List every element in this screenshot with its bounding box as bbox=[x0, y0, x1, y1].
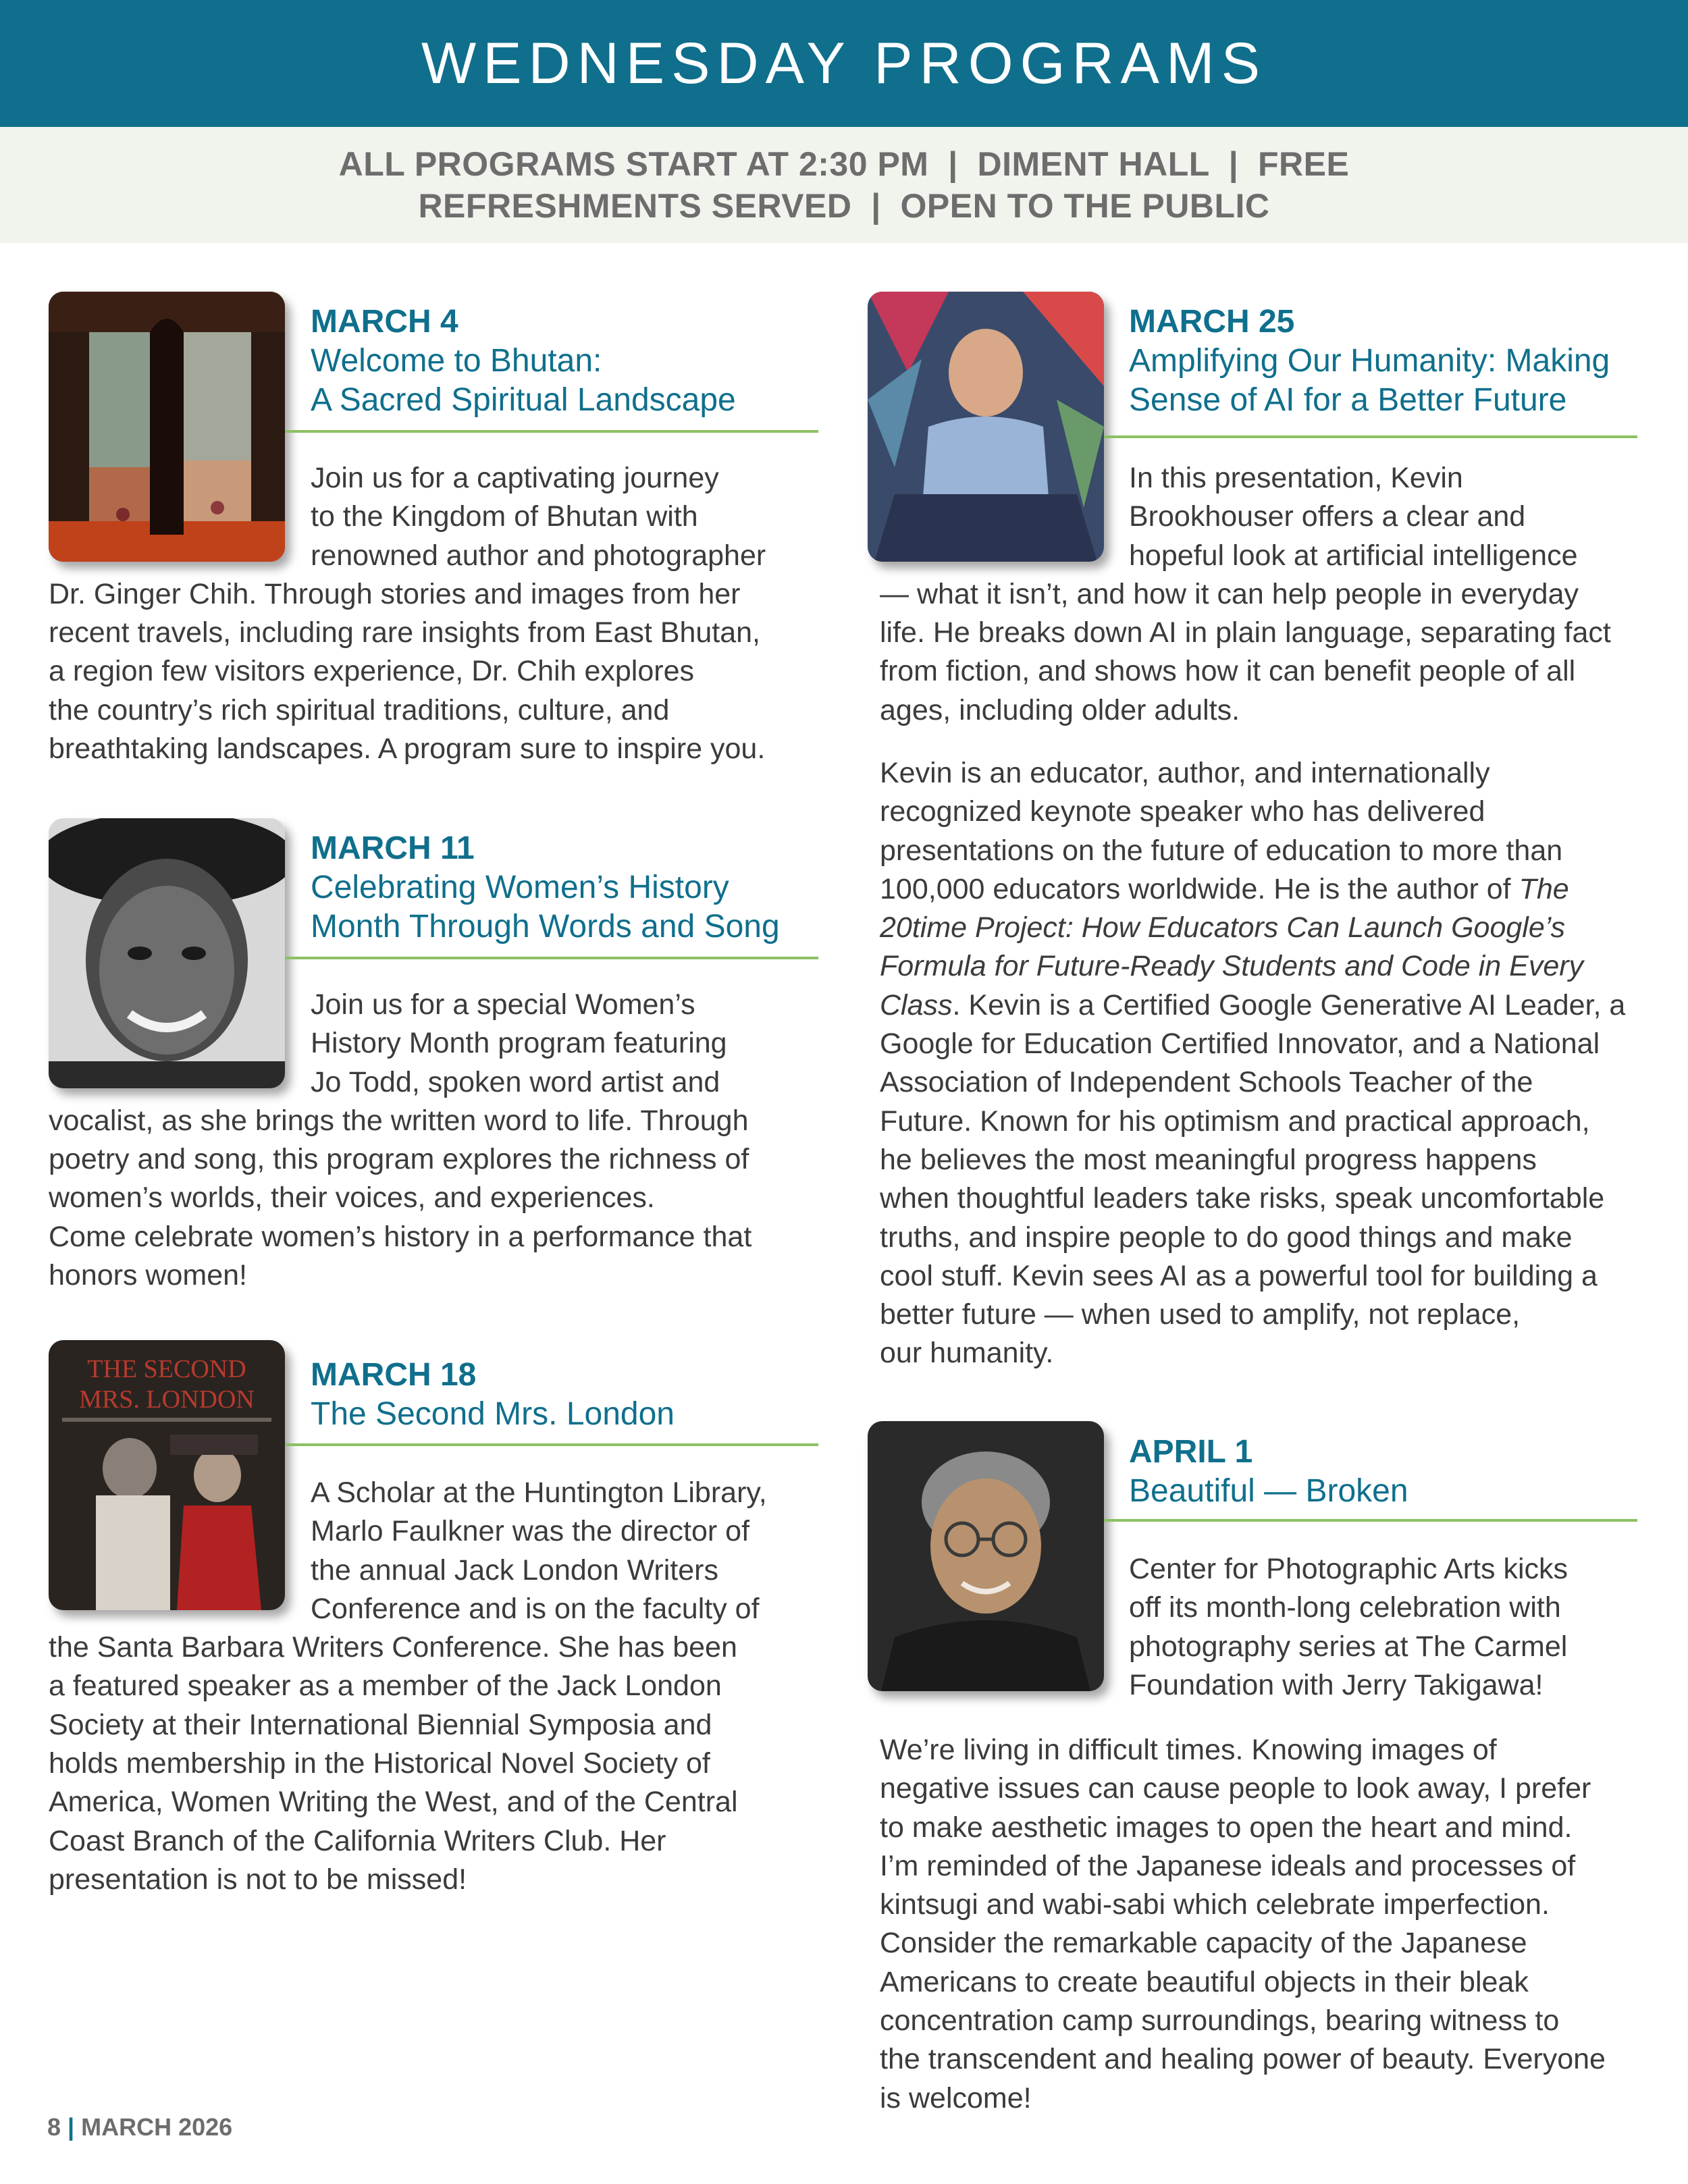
event-title bbox=[311, 868, 824, 947]
text-line: kintsugi and wabi-sabi which celebrate imperfection. bbox=[880, 1888, 1550, 1921]
footer-separator: | bbox=[68, 2113, 75, 2141]
event-title bbox=[311, 1395, 824, 1434]
text-line: Society at their International Biennial Symposia and bbox=[49, 1708, 712, 1741]
text-line: when thoughtful leaders take risks, speak uncomfortable bbox=[880, 1182, 1605, 1215]
text-line: — what it isn’t, and how it can help people in everyday bbox=[880, 577, 1579, 610]
march4-description bbox=[49, 459, 766, 768]
text-line: from fiction, and shows how it can benefit people of all bbox=[880, 655, 1576, 688]
text-line: better future — when used to amplify, not replace, bbox=[880, 1298, 1521, 1331]
text-line: We’re living in difficult times. Knowing images of bbox=[880, 1734, 1497, 1766]
text-line: presentation is not to be missed! bbox=[49, 1863, 467, 1896]
text-line: Marlo Faulkner was the director of bbox=[311, 1515, 750, 1548]
text-line: is welcome! bbox=[880, 2081, 1032, 2114]
text-span: 100,000 educators worldwide. He is the author of bbox=[880, 872, 1519, 905]
text-line: recent travels, including rare insights from East Bhutan, bbox=[49, 616, 761, 649]
book-title-line-2: MRS. LONDON bbox=[79, 1385, 255, 1414]
text-line: life. He breaks down AI in plain language, separating fact bbox=[880, 616, 1611, 649]
event-title bbox=[1129, 342, 1656, 420]
text-line bbox=[880, 870, 1625, 909]
event-title-line: The Second Mrs. London bbox=[311, 1396, 675, 1432]
info-band bbox=[0, 127, 1688, 243]
event-title-line: Sense of AI for a Better Future bbox=[1129, 382, 1567, 418]
text-line: Google for Education Certified Innovator, and a National bbox=[880, 1028, 1600, 1061]
event-date: MARCH 4 bbox=[311, 304, 458, 340]
text-line: Join us for a captivating journey bbox=[311, 462, 719, 494]
text-line: to the Kingdom of Bhutan with bbox=[311, 500, 698, 533]
march25-heading bbox=[1129, 302, 1656, 420]
text-line: Dr. Ginger Chih. Through stories and images from her bbox=[49, 577, 741, 610]
march11-description bbox=[49, 986, 751, 1295]
text-line: Kevin is an educator, author, and internationally bbox=[880, 757, 1490, 789]
book-title-italic: Formula for Future-Ready Students and Code in Every bbox=[880, 950, 1584, 983]
book-title-line-1: THE SECOND bbox=[87, 1355, 246, 1383]
text-line: truths, and inspire people to do good things and make bbox=[880, 1221, 1573, 1254]
text-line: breathtaking landscapes. A program sure to inspire you. bbox=[49, 733, 766, 766]
text-line: negative issues can cause people to look away, I prefer bbox=[880, 1772, 1591, 1805]
text-line: photography series at The Carmel bbox=[1129, 1630, 1568, 1663]
divider-rule bbox=[285, 957, 818, 959]
text-line: cool stuff. Kevin sees AI as a powerful tool for building a bbox=[880, 1259, 1598, 1292]
text-line: History Month program featuring bbox=[311, 1027, 727, 1060]
text-line: the transcendent and healing power of beauty. Everyone bbox=[880, 2043, 1606, 2076]
text-span: . Kevin is a Certified Google Generative AI Leader, a bbox=[952, 988, 1626, 1021]
text-line: poetry and song, this program explores the richness of bbox=[49, 1143, 749, 1176]
divider-rule bbox=[285, 430, 818, 433]
text-line: he believes the most meaningful progress happens bbox=[880, 1143, 1537, 1176]
text-line: Come celebrate women’s history in a performance that bbox=[49, 1220, 752, 1253]
header-band bbox=[0, 0, 1688, 127]
text-line: Brookhouser offers a clear and bbox=[1129, 500, 1526, 533]
event-date: MARCH 25 bbox=[1129, 304, 1295, 340]
text-line: hopeful look at artificial intelligence bbox=[1129, 539, 1578, 572]
book-title-italic: Class bbox=[880, 988, 953, 1021]
text-line: women’s worlds, their voices, and experiences. bbox=[49, 1181, 655, 1215]
text-line: Future. Known for his optimism and practical approach, bbox=[880, 1104, 1590, 1138]
text-line: Consider the remarkable capacity of the Japanese bbox=[880, 1927, 1527, 1960]
event-date: MARCH 11 bbox=[311, 830, 475, 866]
text-line: a region few visitors experience, Dr. Chih explores bbox=[49, 655, 694, 688]
text-line: recognized keynote speaker who has delivered bbox=[880, 795, 1485, 828]
info-line-2: REFRESHMENTS SERVED | OPEN TO THE PUBLIC bbox=[418, 187, 1270, 225]
text-line: holds membership in the Historical Novel Society of bbox=[49, 1747, 710, 1780]
text-line: to make aesthetic images to open the heart and mind. bbox=[880, 1811, 1573, 1844]
event-title bbox=[311, 342, 824, 420]
april1-quote bbox=[880, 1731, 1606, 2118]
divider-rule bbox=[1104, 1519, 1637, 1522]
march18-heading bbox=[311, 1356, 824, 1434]
text-line: Center for Photographic Arts kicks bbox=[1129, 1553, 1568, 1585]
text-line: America, Women Writing the West, and of the Central bbox=[49, 1786, 738, 1819]
text-line: Americans to create beautiful objects in their bleak bbox=[880, 1965, 1529, 1998]
text-line: our humanity. bbox=[880, 1337, 1054, 1370]
text-line: a featured speaker as a member of the Jack London bbox=[49, 1670, 722, 1703]
text-line: Association of Independent Schools Teacher of the bbox=[880, 1066, 1533, 1099]
text-line: Coast Branch of the California Writers Club. Her bbox=[49, 1824, 666, 1857]
march25-description bbox=[880, 459, 1611, 730]
divider-rule bbox=[1104, 435, 1637, 438]
march25-bio bbox=[880, 754, 1625, 1373]
text-line: In this presentation, Kevin bbox=[1129, 462, 1463, 494]
text-line: the country’s rich spiritual traditions, culture, and bbox=[49, 693, 670, 726]
text-line: Conference and is on the faculty of bbox=[311, 1592, 760, 1625]
march4-heading bbox=[311, 302, 824, 420]
text-line: presentations on the future of education to more than bbox=[880, 834, 1563, 867]
text-line bbox=[880, 986, 1625, 1025]
event-title-line: Beautiful — Broken bbox=[1129, 1473, 1408, 1509]
event-title-line: Celebrating Women’s History bbox=[311, 870, 729, 905]
event-title-line: Month Through Words and Song bbox=[311, 909, 780, 944]
april1-heading bbox=[1129, 1433, 1656, 1511]
event-title-line: A Sacred Spiritual Landscape bbox=[311, 382, 736, 418]
event-title-line: Welcome to Bhutan: bbox=[311, 343, 602, 379]
text-line: ages, including older adults. bbox=[880, 693, 1240, 726]
text-line bbox=[880, 947, 1625, 986]
jerry-takigawa-photo bbox=[868, 1421, 1104, 1691]
event-title bbox=[1129, 1472, 1656, 1511]
info-line-1: ALL PROGRAMS START AT 2:30 PM | DIMENT HALL | FREE bbox=[338, 145, 1350, 183]
text-line: honors women! bbox=[49, 1259, 247, 1292]
divider-rule bbox=[285, 1443, 818, 1446]
text-line: Foundation with Jerry Takigawa! bbox=[1129, 1668, 1544, 1701]
text-line: off its month-long celebration with bbox=[1129, 1591, 1561, 1624]
april1-description bbox=[1129, 1550, 1568, 1705]
text-line bbox=[880, 909, 1625, 947]
text-line: Jo Todd, spoken word artist and bbox=[311, 1065, 720, 1098]
book-title-italic: The bbox=[1519, 872, 1569, 905]
event-title-line: Amplifying Our Humanity: Making bbox=[1129, 343, 1610, 379]
text-line: renowned author and photographer bbox=[311, 539, 766, 572]
text-line: concentration camp surroundings, bearing witness to bbox=[880, 2004, 1560, 2037]
march18-description bbox=[49, 1474, 767, 1899]
event-date: APRIL 1 bbox=[1129, 1434, 1253, 1470]
event-date: MARCH 18 bbox=[311, 1357, 477, 1393]
issue-date: MARCH 2026 bbox=[81, 2113, 233, 2141]
text-line: the Santa Barbara Writers Conference. She has been bbox=[49, 1631, 737, 1664]
page-title: WEDNESDAY PROGRAMS bbox=[421, 30, 1267, 96]
text-line: vocalist, as she brings the written word to life. Through bbox=[49, 1104, 749, 1137]
text-line: A Scholar at the Huntington Library, bbox=[311, 1476, 767, 1509]
page-footer bbox=[47, 2113, 232, 2141]
text-line: the annual Jack London Writers bbox=[311, 1553, 718, 1587]
book-title-italic: 20time Project: How Educators Can Launch Google’s bbox=[880, 911, 1566, 944]
text-line: Join us for a special Women’s bbox=[311, 988, 695, 1021]
march11-heading bbox=[311, 829, 824, 947]
text-line: I’m reminded of the Japanese ideals and processes of bbox=[880, 1849, 1576, 1882]
page-number: 8 bbox=[47, 2113, 61, 2141]
